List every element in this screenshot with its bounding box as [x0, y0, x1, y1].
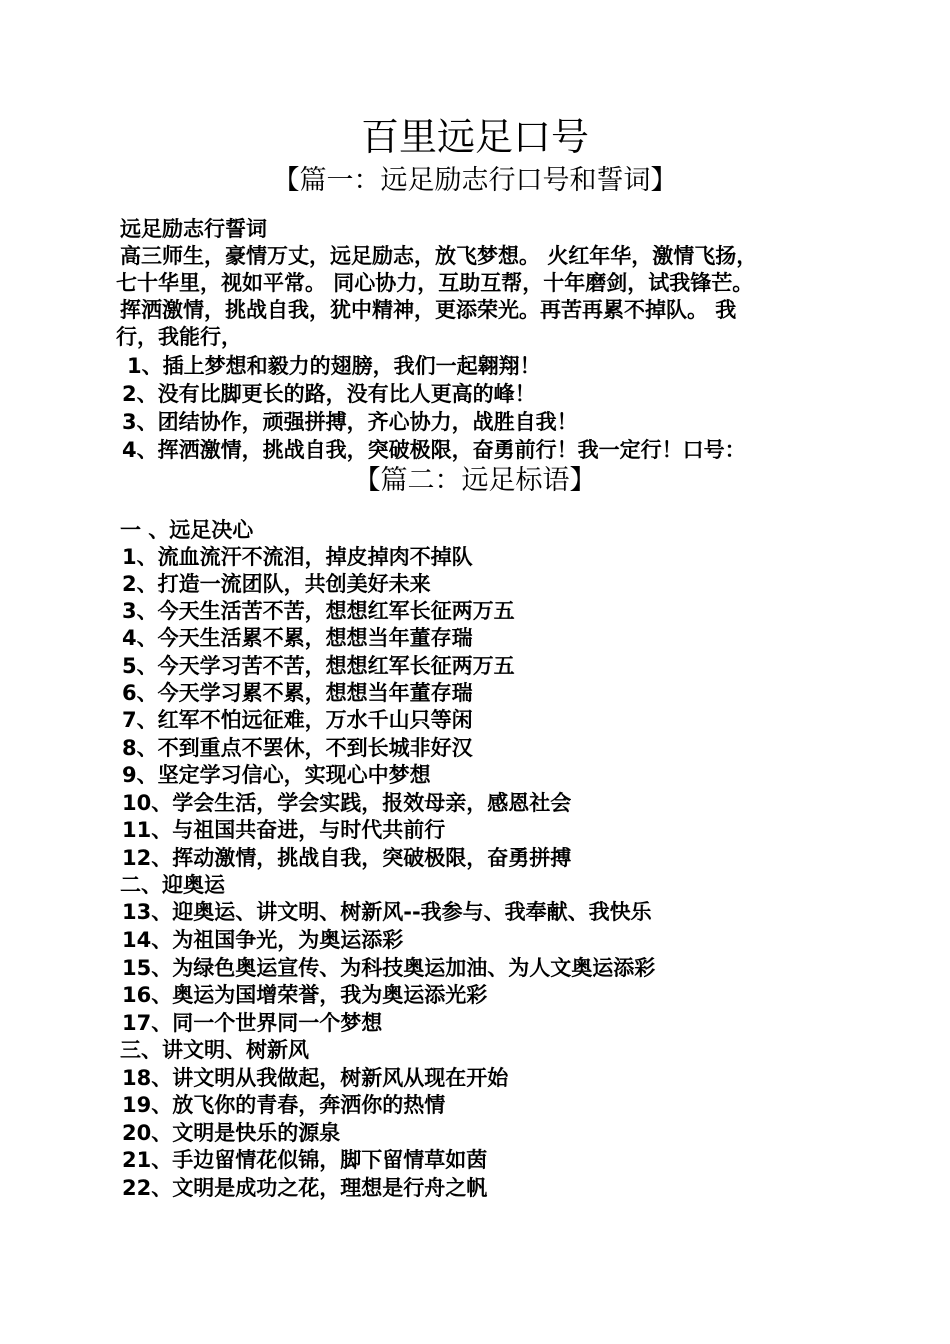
banner-item: 3、今天生活苦不苦，想想红军长征两万五: [122, 599, 515, 623]
banner-item: 5、今天学习苦不苦，想想红军长征两万五: [122, 654, 515, 678]
banner-item: 19、放飞你的青春，奔洒你的热情: [122, 1093, 446, 1117]
banner-item: 1、流血流汗不流泪，掉皮掉肉不掉队: [122, 545, 473, 569]
banner-item: 10、学会生活，学会实践，报效母亲，感恩社会: [122, 791, 572, 815]
slogan-item: 3、团结协作，顽强拼搏，齐心协力，战胜自我！: [122, 410, 578, 434]
banner-item: 2、打造一流团队，共创美好未来: [122, 572, 431, 596]
slogan-item: 4、挥洒激情，挑战自我，突破极限，奋勇前行！我一定行！口号：: [122, 438, 746, 462]
category-heading: 三、讲文明、树新风: [120, 1038, 309, 1062]
banner-item: 4、今天生活累不累，想想当年董存瑞: [122, 626, 473, 650]
banner-item: 20、文明是快乐的源泉: [122, 1121, 341, 1145]
oath-line: 行，我能行，: [116, 325, 242, 349]
oath-title: 远足励志行誓词: [120, 217, 267, 241]
banner-item: 6、今天学习累不累，想想当年董存瑞: [122, 681, 473, 705]
banner-item: 18、讲文明从我做起，树新风从现在开始: [122, 1066, 509, 1090]
banner-item: 11、与祖国共奋进，与时代共前行: [122, 818, 446, 842]
banner-item: 14、为祖国争光，为奥运添彩: [122, 928, 404, 952]
banner-item: 21、手边留情花似锦，脚下留情草如茵: [122, 1148, 488, 1172]
banner-item: 17、同一个世界同一个梦想: [122, 1011, 383, 1035]
section-1-heading: 【篇一：远足励志行口号和誓词】: [272, 165, 678, 196]
oath-line: 高三师生，豪情万丈，远足励志，放飞梦想。 火红年华，激情飞扬，: [120, 244, 758, 268]
banner-item: 13、迎奥运、讲文明、树新风--我参与、我奉献、我快乐: [122, 900, 652, 924]
document-title: 百里远足口号: [360, 115, 589, 159]
banner-item: 15、为绿色奥运宣传、为科技奥运加油、为人文奥运添彩: [122, 956, 656, 980]
banner-item: 12、挥动激情，挑战自我，突破极限，奋勇拼搏: [122, 846, 572, 870]
banner-item: 9、坚定学习信心，实现心中梦想: [122, 763, 431, 787]
banner-item: 16、奥运为国增荣誉，我为奥运添光彩: [122, 983, 488, 1007]
banner-item: 8、不到重点不罢休，不到长城非好汉: [122, 736, 473, 760]
banner-item: 22、文明是成功之花，理想是行舟之帆: [122, 1176, 488, 1200]
slogan-item: 2、没有比脚更长的路，没有比人更高的峰！: [122, 382, 536, 406]
section-2-heading: 【篇二：远足标语】: [353, 465, 597, 496]
oath-line: 挥洒激情，挑战自我，犹中精神，更添荣光。再苦再累不掉队。 我: [120, 298, 737, 322]
category-heading: 一 、远足决心: [120, 518, 254, 542]
slogan-item: 1、插上梦想和毅力的翅膀，我们一起翱翔！: [127, 354, 541, 378]
category-heading: 二、迎奥运: [120, 873, 225, 897]
banner-item: 7、红军不怕远征难，万水千山只等闲: [122, 708, 473, 732]
oath-line: 七十华里，视如平常。 同心协力，互助互帮，十年磨剑，试我锋芒。: [116, 271, 754, 295]
